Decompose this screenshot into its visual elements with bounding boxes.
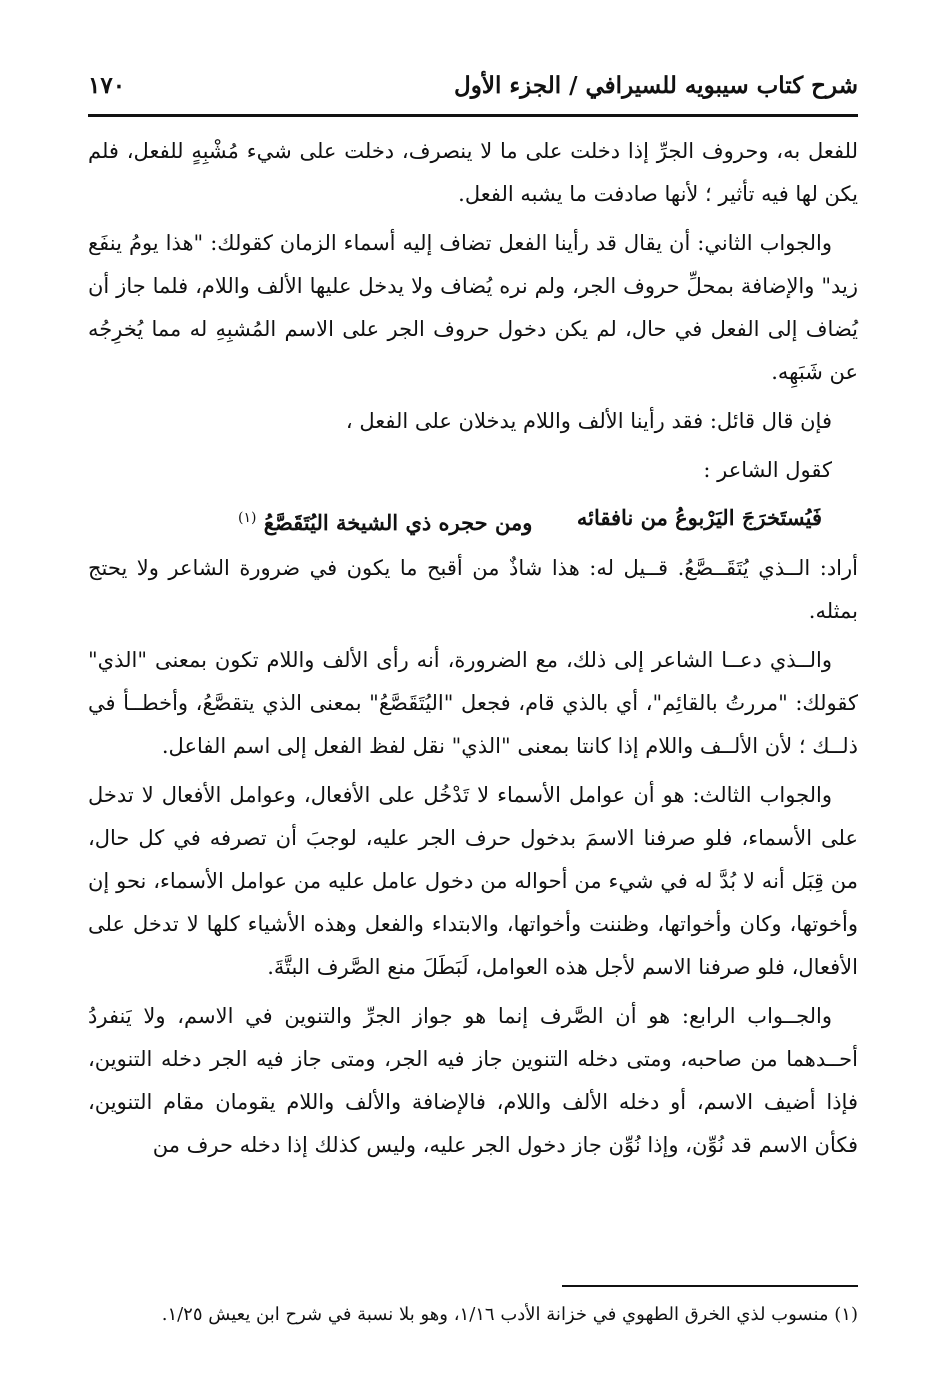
paragraph-7: والجواب الثالث: هو أن عوامل الأسماء لا تَدْخُل على الأفعال، وعوامل الأفعال لا تدخل على الأسماء، فلو صرفنا الاسمَ بدخول حرف الجر عليه، لوجبَ أن تصرفه في كل حال، من قِبَل أنه لا بُدَّ له في شيء من أحواله من دخول عامل عليه من عوامل الأسماء، نحو إن وأخوتها، وكان وأخواتها، وظننت وأخواتها، والابتداء والفعل وهذه الأشياء كلها لا تدخل على الأفعال، فلو صرفنا الاسم لأجل هذه العوامل، لَبَطَلَ منع الصَّرف البتَّةَ.	[88, 783, 858, 979]
verse-first-hemistich: فَيُستَخرَجَ اليَرْبوعُ من نافقائه	[576, 505, 822, 530]
page-header	[88, 62, 858, 108]
poetry-verse	[88, 498, 858, 543]
verse-second-hemistich: ومن حجره ذي الشيخة اليُتَقَصَّعُ $^{(١)}$	[238, 510, 533, 535]
paragraph-3: فإن قال قائل: فقد رأينا الألف واللام يدخلان على الفعل ،	[345, 409, 832, 433]
paragraph-2: والجواب الثاني: أن يقال قد رأينا الفعل تضاف إليه أسماء الزمان كقولك: "هذا يومُ ينفَع زيد" والإضافة بمحلِّ حروف الجر، ولم نره يُضاف ولا يدخل عليها الألف واللام، فلما جاز أن يُضاف إلى الفعل في حال، لم يكن دخول حروف الجر على الاسم المُشبِهِ له مما يُخرِجُه عن شَبَهِه.	[88, 231, 858, 384]
header-rule	[88, 114, 858, 117]
page-number: ١٧٠	[88, 71, 126, 99]
footnote: (١) منسوب لذي الخرق الطهوي في خزانة الأدب ١/١٦، وهو بلا نسبة في شرح ابن يعيش ١/٢٥.	[161, 1304, 858, 1325]
running-title: شرح كتاب سيبويه للسيرافي / الجزء الأول	[454, 71, 858, 99]
footnote-rule	[562, 1285, 858, 1287]
paragraph-5: أراد: الــذي يُتَقَــصَّعُ. قــيل له: هذا شاذٌ من أقبح ما يكون في ضرورة الشاعر ولا يحتج بمثله.	[88, 556, 858, 623]
footnote-marker: (١)	[238, 510, 257, 526]
paragraph-1: للفعل به، وحروف الجرِّ إذا دخلت على ما لا ينصرف، دخلت على شيء مُشْبِهٍ للفعل، فلم يكن لها فيه تأثير ؛ لأنها صادفت ما يشبه الفعل.	[88, 139, 858, 206]
paragraph-6: والــذي دعــا الشاعر إلى ذلك، مع الضرورة، أنه رأى الألف واللام تكون بمعنى "الذي" كقولك: "مررتُ بالقائِم"، أي بالذي قام، فجعل "اليُتَقَصَّعُ" بمعنى الذي يتقصَّعُ، وأخطــأ في ذلــك ؛ لأن الألــف واللام إذا كانتا بمعنى "الذي" نقل لفظ الفعل إلى اسم الفاعل.	[88, 648, 858, 758]
paragraph-4: كقول الشاعر :	[703, 458, 832, 482]
main-text	[88, 130, 858, 1173]
paragraph-8: والجــواب الرابع: هو أن الصَّرف إنما هو جواز الجرِّ والتنوين في الاسم، ولا يَنفردُ أحــدهما من صاحبه، ومتى دخله التنوين جاز فيه الجر، ومتى جاز فيه الجر دخله التنوين، فإذا أضيف الاسم، أو دخله الألف واللام، فالإضافة والألف واللام يقومان مقام التنوين، فكأن الاسم قد نُوِّن، وإذا نُوِّن جاز دخول الجر عليه، وليس كذلك إذا دخله حرف من	[88, 1004, 858, 1157]
